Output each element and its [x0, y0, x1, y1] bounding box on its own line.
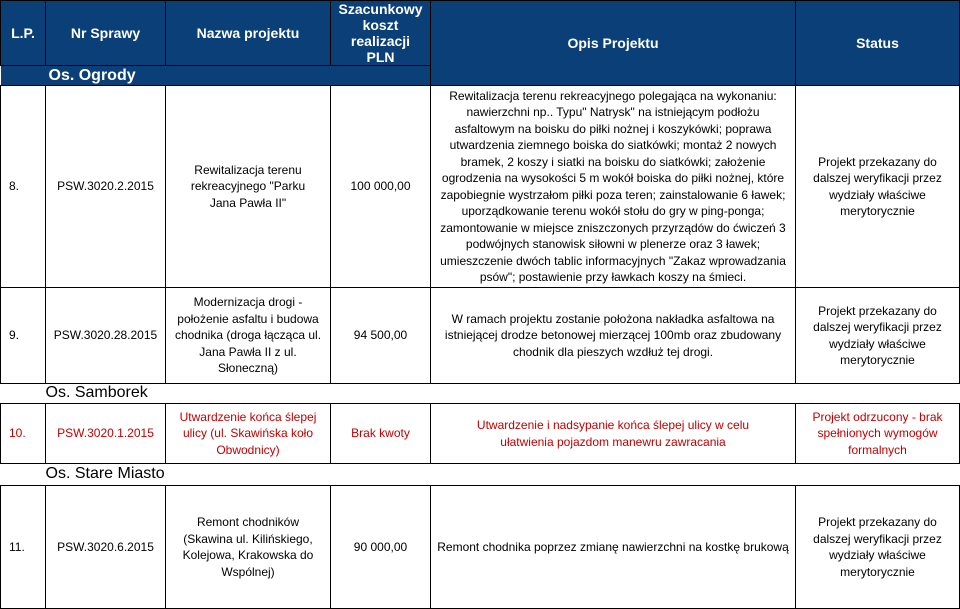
- row-koszt: Brak kwoty: [331, 404, 431, 464]
- row-nazwa: Utwardzenie końca ślepej ulicy (ul. Skawińska koło Obwodnicy): [166, 404, 331, 464]
- header-row: [1, 1, 960, 66]
- table-row: [1, 404, 960, 464]
- row-nazwa: Remont chodników (Skawina ul. Kilińskiego, Kolejowa, Krakowska do Wspólnej): [166, 486, 331, 609]
- header-status: Status: [796, 1, 960, 86]
- section-stare-miasto: Os. Stare Miasto: [45, 465, 165, 483]
- header-nr-sprawy: Nr Sprawy: [46, 1, 166, 66]
- row-koszt: 94 500,00: [331, 288, 431, 384]
- table-row: [1, 288, 960, 384]
- row-lp: 11.: [1, 486, 46, 609]
- table-row: [1, 86, 960, 288]
- row-nr-sprawy: PSW.3020.2.2015: [46, 86, 166, 288]
- row-status: Projekt odrzucony - brak spełnionych wymogów formalnych: [796, 404, 960, 464]
- header-koszt-line2: koszt realizacji: [350, 17, 411, 49]
- section-ogrody: Os. Ogrody: [1, 66, 431, 86]
- row-opis: W ramach projektu zostanie położona nakładka asfaltowa na istniejącej drodze betonowej mierzącej 100mb oraz zbudowany chodnik dla pieszych wzdłuż tej drogi.: [431, 288, 796, 384]
- row-nr-sprawy: PSW.3020.6.2015: [46, 486, 166, 609]
- header-lp: L.P.: [1, 1, 46, 66]
- section-stare-miasto-row: [1, 464, 960, 486]
- row-opis: Utwardzenie i nadsypanie końca ślepej ulicy w celu ułatwienia pojazdom manewru zawracania: [431, 404, 796, 464]
- header-koszt-line3: PLN: [366, 49, 395, 65]
- row-nr-sprawy: PSW.3020.1.2015: [46, 404, 166, 464]
- row-nazwa: Rewitalizacja terenu rekreacyjnego "Parku Jana Pawła II": [166, 86, 331, 288]
- row-koszt: 90 000,00: [331, 486, 431, 609]
- row-nr-sprawy: PSW.3020.28.2015: [46, 288, 166, 384]
- row-opis: Remont chodnika poprzez zmianę nawierzchni na kostkę brukową: [431, 486, 796, 609]
- section-samborek: Os. Samborek: [45, 384, 148, 402]
- row-status: Projekt przekazany do dalszej weryfikacji przez wydziały właściwe merytorycznie: [796, 86, 960, 288]
- section-samborek-row: [1, 384, 960, 404]
- row-lp: 8.: [1, 86, 46, 288]
- header-koszt-line1: Szacunkowy: [338, 1, 423, 17]
- header-opis-projektu: Opis Projektu: [431, 1, 796, 86]
- table-row: [1, 486, 960, 609]
- header-koszt: [331, 1, 431, 66]
- row-status: Projekt przekazany do dalszej weryfikacji przez wydziały właściwe merytorycznie: [796, 486, 960, 609]
- row-opis: Rewitalizacja terenu rekreacyjnego polegająca na wykonaniu: nawierzchni np.. Typu" Natrysk" na istniejącym podłożu asfaltowym na boisku do piłki nożnej i koszykówki; poprawa utwardzenia ziemnego boiska do siatkówki; montaż 2 nowych bramek, 2 koszy i siatki na boisku do siatkówki; założenie ogrodzenia na wysokości 5 m wokół boiska do piłki nożnej, które zapobiegnie wystrzałom piłki poza teren; zainstalowanie 6 ławek; uporządkowanie terenu wokół stołu do gry w ping-ponga; zamontowanie w miejsce zniszczonych przyrządów do ćwiczeń 3 podwójnych stanowisk siłowni w plenerze oraz 3 ławek; umieszczenie dwóch tablic informacyjnych "Zakaz wprowadzania psów"; postawienie przy ławkach koszy na śmieci.: [431, 86, 796, 288]
- row-status: Projekt przekazany do dalszej weryfikacji przez wydziały właściwe merytorycznie: [796, 288, 960, 384]
- row-lp: 10.: [1, 404, 46, 464]
- row-nazwa: Modernizacja drogi - położenie asfaltu i budowa chodnika (droga łącząca ul. Jana Pawła II z ul. Słoneczną): [166, 288, 331, 384]
- row-koszt: 100 000,00: [331, 86, 431, 288]
- header-nazwa-projektu: Nazwa projektu: [166, 1, 331, 66]
- row-lp: 9.: [1, 288, 46, 384]
